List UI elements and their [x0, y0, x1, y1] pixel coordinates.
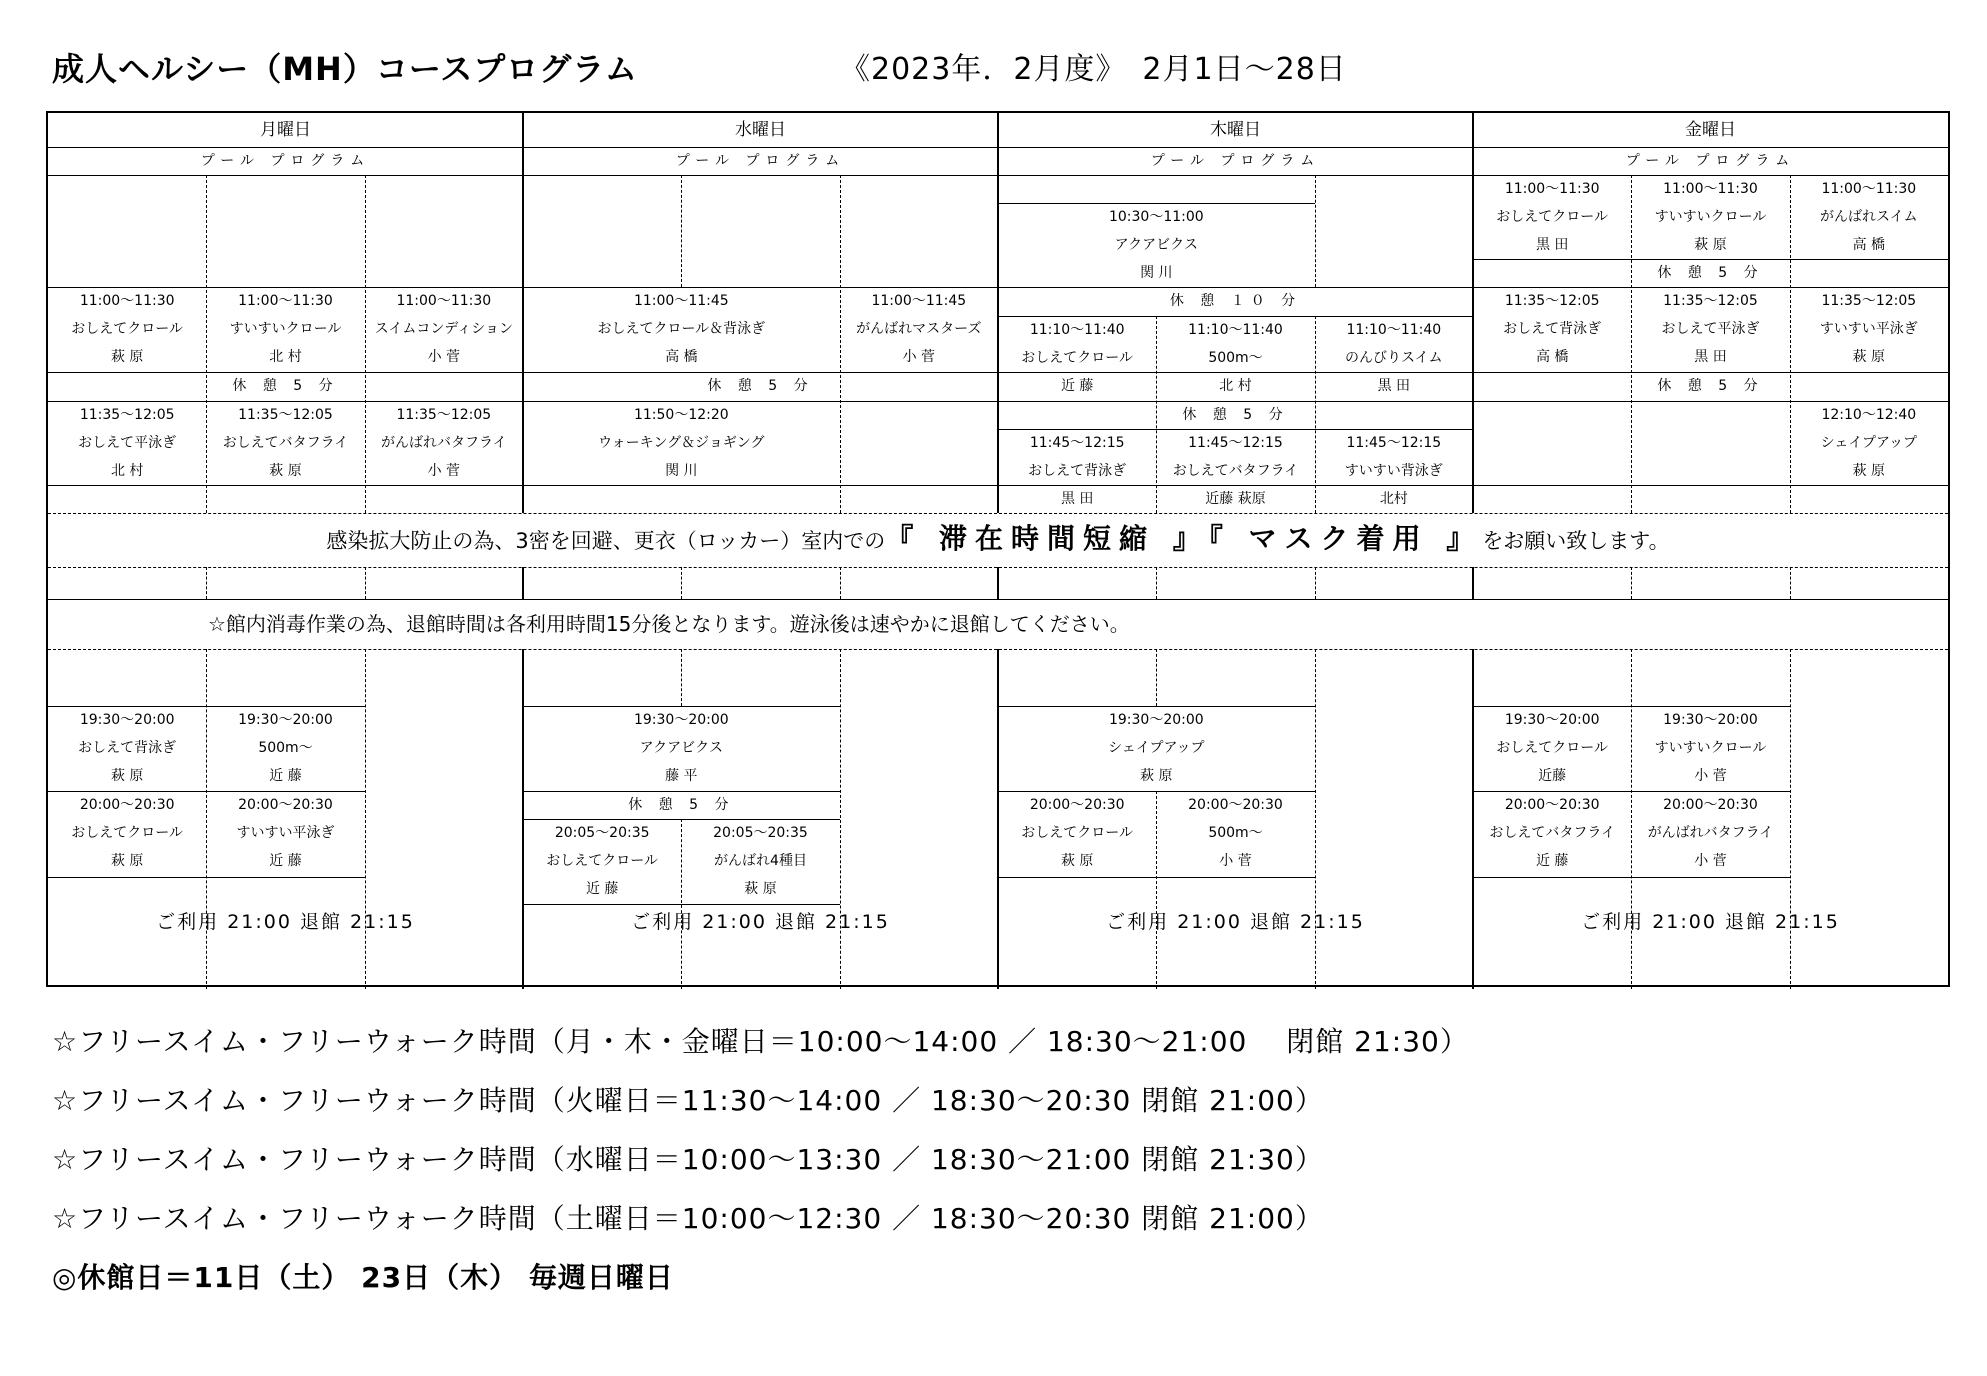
free-swim-tue: ☆フリースイム・フリーウォーク時間（火曜日＝11:30～14:00 ／ 18:30～20:30 閉館 21:00） [52, 1084, 1324, 1117]
class-time: 11:50～12:20 [633, 407, 729, 423]
class-name: おしえて背泳ぎ [1028, 463, 1127, 479]
class-coach: 北村 [1379, 491, 1408, 507]
grid-line [1473, 877, 1790, 878]
class-coach: 小 菅 [902, 349, 936, 365]
class-time: 12:10～12:40 [1821, 407, 1917, 423]
class-time: 11:35～12:05 [1663, 293, 1758, 309]
class-coach: 黒 田 [1377, 378, 1411, 394]
notice-text: 感染拡大防止の為、3密を回避、更衣（ロッカー）室内での [326, 529, 886, 553]
class-name: 500m～ [1208, 350, 1263, 366]
grid-line [1790, 649, 1791, 989]
class-time: 20:00～20:30 [1029, 797, 1125, 813]
closing-time: ご利用 21:00 退館 21:15 [1106, 911, 1365, 933]
grid-line [1631, 567, 1632, 599]
rest-break: 休 憩 5 分 [1657, 378, 1764, 394]
class-time: 19:30～20:00 [1663, 712, 1758, 728]
free-swim-sat: ☆フリースイム・フリーウォーク時間（土曜日＝10:00～12:30 ／ 18:30～20:30 閉館 21:00） [52, 1202, 1324, 1235]
grid-line [522, 567, 524, 599]
class-name: アクアビクス [639, 740, 724, 756]
class-name: ウォーキング＆ジョギング [598, 435, 765, 451]
class-name: おしえてクロール [71, 321, 184, 337]
class-name: 500m～ [258, 740, 313, 756]
class-time: 20:00～20:30 [1188, 797, 1283, 813]
class-name: おしえてバタフライ [222, 435, 349, 451]
class-coach: 近藤 萩原 [1205, 491, 1266, 507]
class-time: 11:10～11:40 [1346, 322, 1442, 338]
class-coach: 萩 原 [1140, 768, 1173, 784]
class-time: 20:00～20:30 [1663, 797, 1758, 813]
class-time: 20:00～20:30 [79, 797, 175, 813]
class-time: 11:00～11:30 [79, 293, 175, 309]
grid-line [1156, 567, 1157, 599]
class-time: 11:00～11:30 [1663, 181, 1758, 197]
day-header: 月曜日 [260, 120, 311, 140]
class-time: 19:30～20:00 [1504, 712, 1600, 728]
notice-emphasis-stay-short: 『 滞在時間短縮 』 [885, 522, 1209, 555]
grid-line [48, 147, 1948, 148]
page-title: 成人ヘルシー（MH）コースプログラム [52, 50, 638, 88]
class-coach: 萩 原 [744, 881, 777, 897]
class-time: 20:00～20:30 [238, 797, 333, 813]
class-coach: 近 藤 [269, 768, 302, 784]
grid-line [840, 649, 841, 989]
class-coach: 萩 原 [1852, 463, 1886, 479]
class-name: がんばれスイム [1819, 209, 1918, 225]
class-coach: 小 菅 [427, 349, 461, 365]
class-name: スイムコンディション [374, 321, 513, 337]
class-name: すいすい平泳ぎ [236, 825, 335, 841]
class-coach: 小 菅 [1694, 768, 1727, 784]
class-name: すいすい平泳ぎ [1819, 321, 1918, 337]
class-name: シェイプアップ [1820, 435, 1917, 451]
class-time: 11:00～11:30 [396, 293, 492, 309]
day-header: 金曜日 [1685, 120, 1736, 140]
class-coach: 萩 原 [110, 768, 144, 784]
class-name: おしえてクロール [71, 825, 184, 841]
closing-time: ご利用 21:00 退館 21:15 [631, 911, 890, 933]
class-coach: 萩 原 [1694, 237, 1727, 253]
grid-line [998, 877, 1315, 878]
class-time: 11:35～12:05 [238, 407, 333, 423]
grid-line [365, 567, 366, 599]
class-time: 11:10～11:40 [1188, 322, 1283, 338]
grid-line [48, 877, 365, 878]
class-name: おしえてクロール [546, 853, 659, 869]
class-coach: 北 村 [269, 349, 302, 365]
grid-line [1315, 175, 1316, 287]
grid-line [1315, 649, 1316, 989]
grid-line [523, 904, 840, 905]
grid-line [1472, 567, 1474, 599]
notice-infection [48, 515, 1948, 565]
class-time: 11:35～12:05 [1821, 293, 1917, 309]
class-time: 20:05～20:35 [554, 825, 650, 841]
class-coach: 北 村 [110, 463, 144, 479]
closed-days: ◎休館日＝11日（土） 23日（木） 毎週日曜日 [52, 1261, 674, 1294]
grid-line [1315, 567, 1316, 599]
class-coach: 萩 原 [110, 349, 144, 365]
class-coach: 関 川 [665, 463, 698, 479]
class-coach: 藤 平 [665, 768, 698, 784]
class-time: 19:30～20:00 [1108, 712, 1204, 728]
class-name: のんびりスイム [1344, 350, 1443, 366]
class-name: おしえてクロール [1496, 740, 1609, 756]
period-label: 《2023年．2月度》 2月1日～28日 [840, 52, 1347, 87]
class-coach: 萩 原 [1852, 349, 1886, 365]
grid-line [681, 567, 682, 599]
class-coach: 近 藤 [1535, 853, 1569, 869]
class-name: おしえてクロール＆背泳ぎ [597, 321, 766, 337]
grid-line [206, 567, 207, 599]
class-coach: 近藤 [1538, 768, 1567, 784]
notice-emphasis-mask: 『 マスク着用 』 [1208, 522, 1483, 555]
class-name: おしえてクロール [1496, 209, 1609, 225]
class-name: おしえてクロール [1021, 825, 1134, 841]
class-coach: 北 村 [1219, 378, 1252, 394]
class-time: 11:00～11:30 [1821, 181, 1917, 197]
closing-time: ご利用 21:00 退館 21:15 [1581, 911, 1840, 933]
class-coach: 高 橋 [1535, 349, 1569, 365]
class-time: 19:30～20:00 [633, 712, 729, 728]
class-time: 11:45～12:15 [1188, 435, 1283, 451]
day-header: 水曜日 [735, 120, 786, 140]
class-time: 20:00～20:30 [1504, 797, 1600, 813]
class-time: 11:45～12:15 [1029, 435, 1125, 451]
grid-line [997, 567, 999, 599]
class-coach: 黒 田 [1535, 237, 1569, 253]
grid-line [1156, 649, 1157, 706]
notice-disinfection: ☆館内消毒作業の為、退館時間は各利用時間15分後となります。遊泳後は速やかに退館してください。 [208, 612, 1130, 636]
class-coach: 近 藤 [1060, 378, 1094, 394]
class-name: がんばれバタフライ [1647, 825, 1774, 841]
rest-break: 休 憩 5 分 [232, 378, 339, 394]
class-time: 10:30～11:00 [1108, 209, 1204, 225]
grid-line [681, 175, 682, 287]
grid-line [48, 599, 1948, 600]
free-swim-wed: ☆フリースイム・フリーウォーク時間（水曜日＝10:00～13:30 ／ 18:30～21:00 閉館 21:30） [52, 1143, 1324, 1176]
class-coach: 関 川 [1140, 265, 1173, 281]
class-name: 500m～ [1208, 825, 1263, 841]
grid-line [48, 567, 1948, 568]
class-time: 11:00～11:30 [1504, 181, 1600, 197]
class-name: がんばれバタフライ [381, 435, 507, 451]
class-name: すいすいクロール [1654, 740, 1767, 756]
class-time: 11:10～11:40 [1029, 322, 1125, 338]
class-coach: 高 橋 [665, 349, 698, 365]
class-coach: 黒 田 [1694, 349, 1727, 365]
class-name: おしえて背泳ぎ [1503, 321, 1602, 337]
class-time: 11:35～12:05 [1504, 293, 1600, 309]
class-name: おしえてクロール [1021, 350, 1134, 366]
class-name: すいすい背泳ぎ [1344, 463, 1443, 479]
grid-line [365, 649, 366, 989]
class-coach: 小 菅 [1694, 853, 1727, 869]
class-name: おしえてバタフライ [1172, 463, 1299, 479]
class-time: 19:30～20:00 [238, 712, 333, 728]
class-name: シェイプアップ [1108, 740, 1205, 756]
day-header: 木曜日 [1210, 120, 1261, 140]
class-time: 11:00～11:45 [633, 293, 729, 309]
class-time: 19:30～20:00 [79, 712, 175, 728]
closing-time: ご利用 21:00 退館 21:15 [156, 911, 415, 933]
schedule-table [46, 111, 1950, 987]
notice-text: をお願い致します。 [1482, 529, 1670, 553]
class-time: 11:45～12:15 [1346, 435, 1442, 451]
class-name: おしえてバタフライ [1489, 825, 1615, 841]
class-name: アクアビクス [1114, 237, 1199, 253]
grid-line [840, 567, 841, 599]
class-name: がんばれマスターズ [856, 321, 982, 337]
pool-program-header: プール プログラム [1625, 153, 1796, 169]
grid-line [48, 649, 1948, 650]
grid-line [1790, 567, 1791, 599]
rest-break: 休 憩 １０ 分 [1169, 293, 1302, 309]
class-coach: 黒 田 [1060, 491, 1094, 507]
class-time: 20:05～20:35 [713, 825, 808, 841]
class-coach: 高 橋 [1852, 237, 1886, 253]
class-time: 11:35～12:05 [79, 407, 175, 423]
class-time: 11:00～11:45 [871, 293, 967, 309]
class-coach: 萩 原 [269, 463, 302, 479]
pool-program-header: プール プログラム [200, 153, 371, 169]
class-time: 11:00～11:30 [238, 293, 333, 309]
class-coach: 小 菅 [1219, 853, 1252, 869]
rest-break: 休 憩 5 分 [1657, 265, 1764, 281]
class-name: おしえて背泳ぎ [78, 740, 177, 756]
grid-line [48, 513, 1948, 514]
class-coach: 萩 原 [110, 853, 144, 869]
rest-break: 休 憩 5 分 [707, 378, 814, 394]
class-name: がんばれ4種目 [714, 853, 807, 869]
class-coach: 近 藤 [269, 853, 302, 869]
grid-line [681, 649, 682, 706]
free-swim-mon-thu-fri: ☆フリースイム・フリーウォーク時間（月・木・金曜日＝10:00～14:00 ／ 18:30～21:00 閉館 21:30） [52, 1025, 1469, 1058]
pool-program-header: プール プログラム [1150, 153, 1321, 169]
class-time: 11:35～12:05 [396, 407, 492, 423]
rest-break: 休 憩 5 分 [1182, 407, 1289, 423]
class-coach: 小 菅 [427, 463, 461, 479]
class-name: すいすいクロール [229, 321, 342, 337]
class-coach: 萩 原 [1060, 853, 1094, 869]
class-name: おしえて平泳ぎ [1661, 321, 1760, 337]
rest-break: 休 憩 5 分 [628, 797, 735, 813]
class-name: おしえて平泳ぎ [78, 435, 177, 451]
class-name: すいすいクロール [1654, 209, 1767, 225]
class-coach: 近 藤 [585, 881, 619, 897]
pool-program-header: プール プログラム [675, 153, 846, 169]
